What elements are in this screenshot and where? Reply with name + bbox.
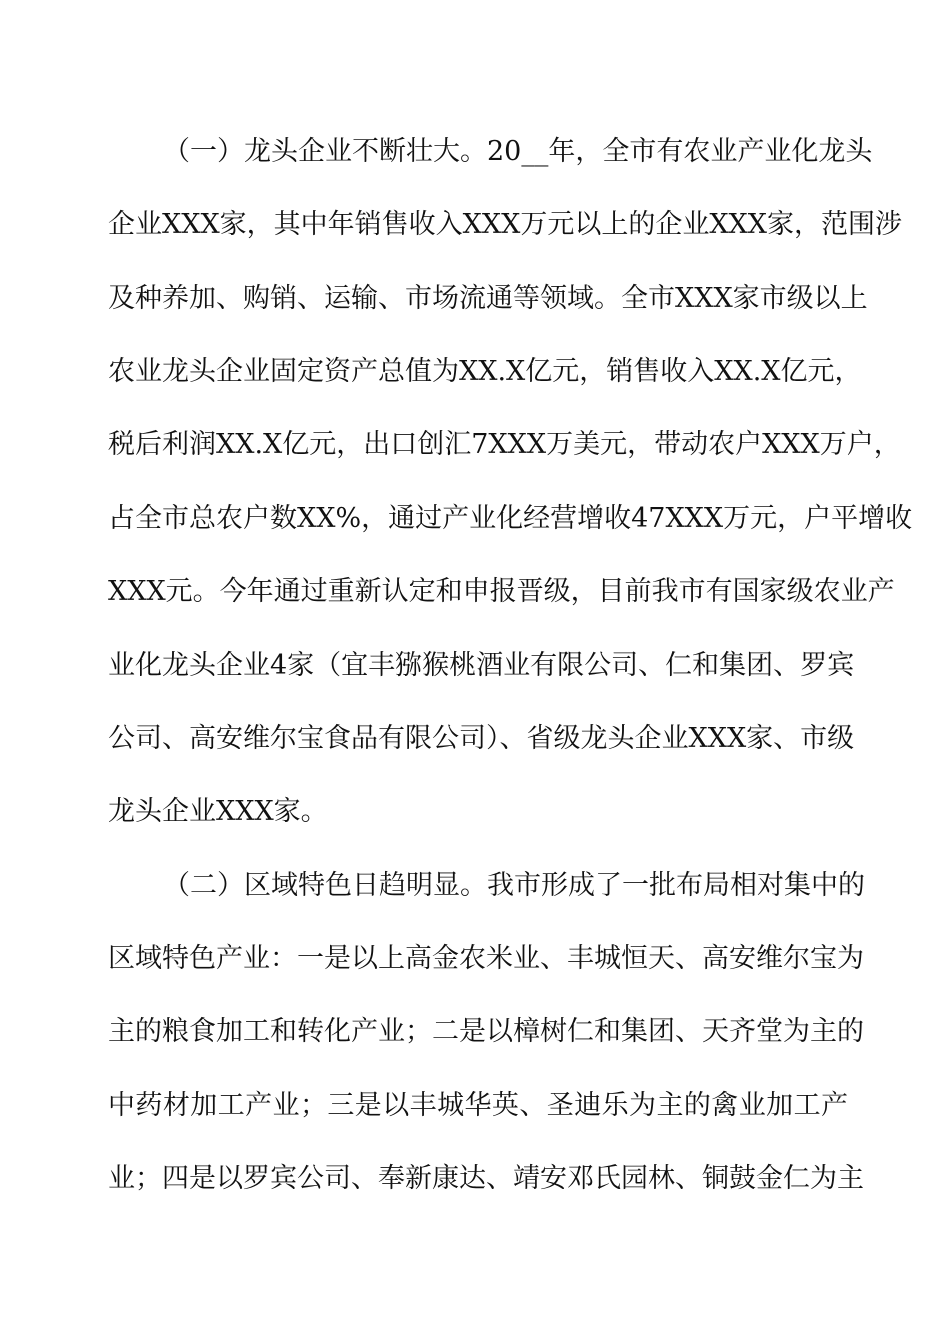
- paragraph-1-line-1: （一）龙头企业不断壮大。20__年，全市有农业产业化龙头: [163, 136, 873, 167]
- paragraph-1-line-5: 税后利润XX.X亿元，出口创汇7XXX万美元，带动农户XXX万户，: [108, 429, 901, 460]
- paragraph-2-line-3: 主的粮食加工和转化产业；二是以樟树仁和集团、天齐堂为主的: [108, 1016, 864, 1047]
- paragraph-1-line-3: 及种养加、购销、运输、市场流通等领域。全市XXX家市级以上: [108, 283, 868, 314]
- paragraph-1-line-6: 占全市总农户数XX%，通过产业化经营增收47XXX万元，户平增收: [108, 503, 913, 534]
- paragraph-1-line-4: 农业龙头企业固定资产总值为XX.X亿元，销售收入XX.X亿元，: [108, 356, 862, 387]
- paragraph-1-line-7: XXX元。今年通过重新认定和申报晋级，目前我市有国家级农业产: [108, 576, 895, 607]
- paragraph-1-line-8: 业化龙头企业4家（宜丰猕猴桃酒业有限公司、仁和集团、罗宾: [108, 650, 855, 681]
- paragraph-2-line-4: 中药材加工产业；三是以丰城华英、圣迪乐为主的禽业加工产: [108, 1090, 848, 1121]
- paragraph-1-line-10: 龙头企业XXX家。: [108, 796, 328, 827]
- paragraph-1-line-9: 公司、高安维尔宝食品有限公司）、省级龙头企业XXX家、市级: [108, 723, 855, 754]
- paragraph-2-line-2: 区域特色产业：一是以上高金农米业、丰城恒天、高安维尔宝为: [108, 943, 864, 974]
- paragraph-2-line-5: 业；四是以罗宾公司、奉新康达、靖安邓氏园林、铜鼓金仁为主: [108, 1163, 864, 1194]
- paragraph-1-line-2: 企业XXX家，其中年销售收入XXX万元以上的企业XXX家，范围涉: [108, 209, 902, 240]
- paragraph-2-line-1: （二）区域特色日趋明显。我市形成了一批布局相对集中的: [163, 870, 865, 901]
